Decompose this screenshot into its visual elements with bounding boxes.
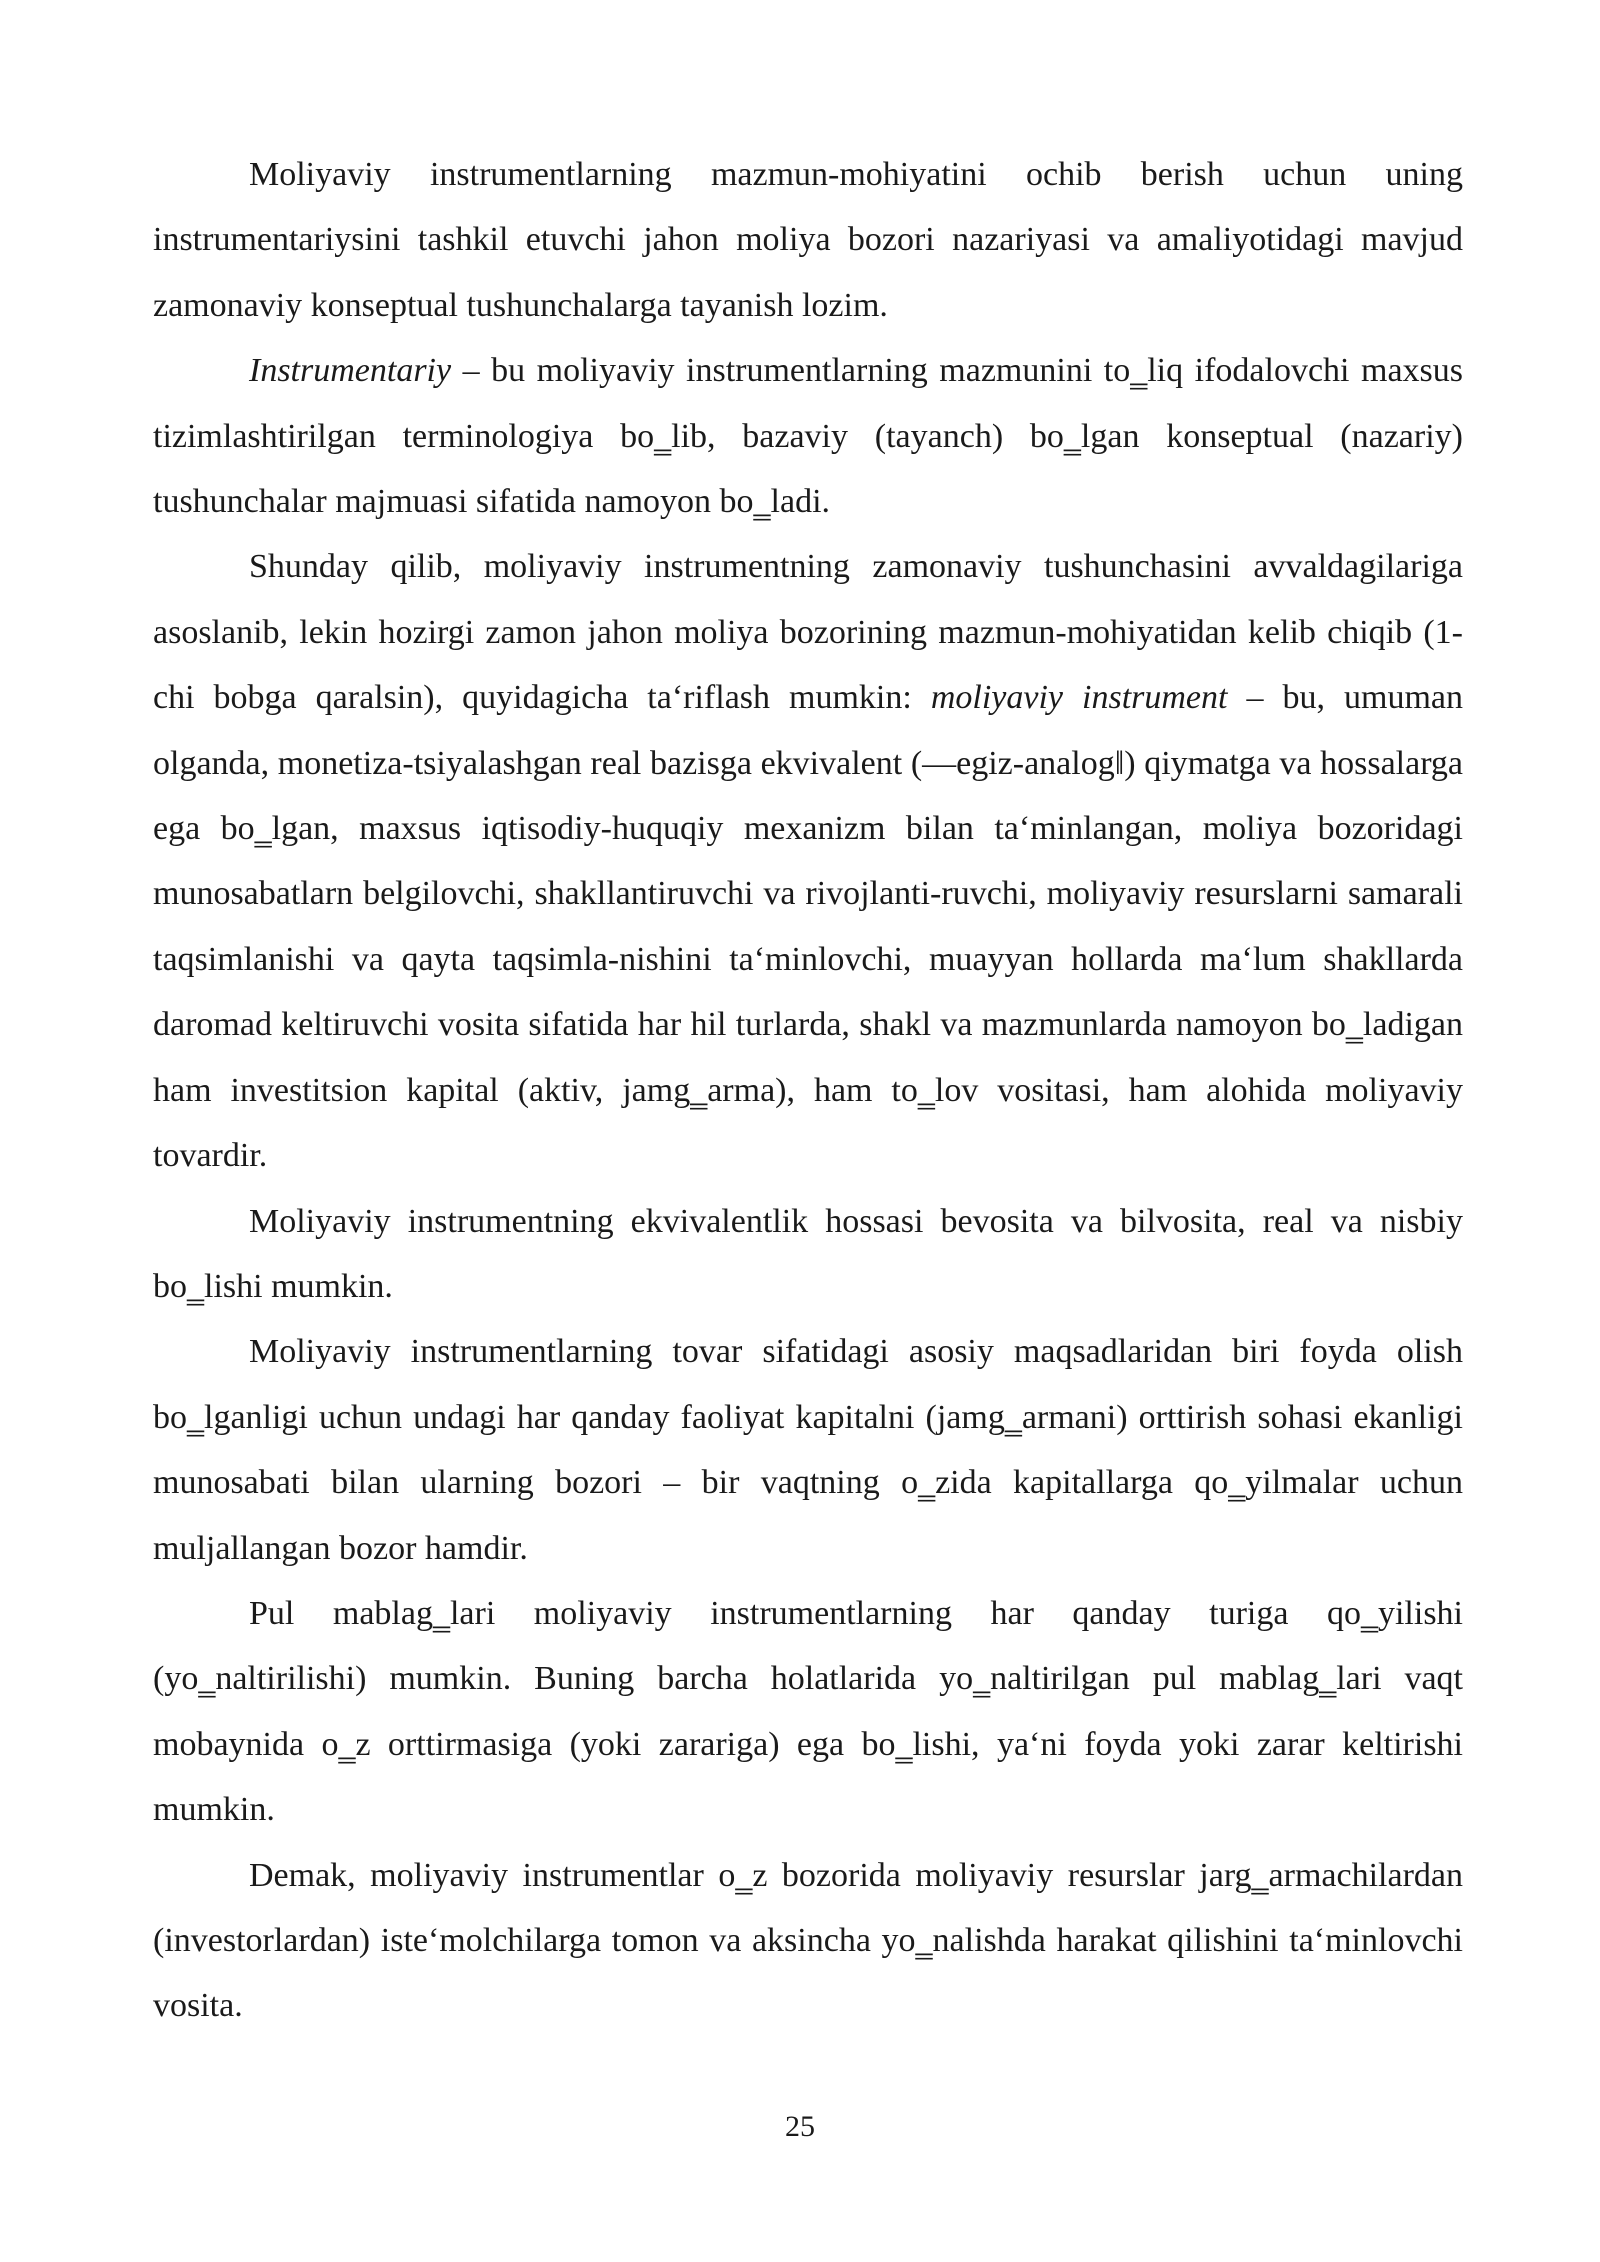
- paragraph-text: – bu moliyaviy instrumentlarning mazmunini to‗liq ifodalovchi maxsus tizimlashtirilgan terminologiya bo‗lib, bazaviy (tayanch) bo‗lgan konseptual (nazariy) tushunchalar majmuasi sifatida namoyon bo‗ladi.: [153, 352, 1463, 521]
- paragraph-text: Moliyaviy instrumentlarning tovar sifatidagi asosiy maqsadlaridan biri foyda olish bo‗lganligi uchun undagi har qanday faoliyat kapitalni (jamg‗armani) orttirish sohasi ekanligi munosabati bilan ularning bozori – bir vaqtning o‗zida kapitallarga qo‗yilmalar uchun muljallangan bozor hamdir.: [153, 1333, 1463, 1567]
- paragraph: [153, 1319, 1463, 1581]
- definition-term: Instrumentariy: [249, 352, 452, 390]
- paragraph-text: Moliyaviy instrumentning ekvivalentlik hossasi bevosita va bilvosita, real va nisbiy bo‗lishi mumkin.: [153, 1202, 1463, 1305]
- paragraph: [153, 142, 1463, 338]
- paragraph-text: Pul mablag‗lari moliyaviy instrumentlarning har qanday turiga qo‗yilishi (yo‗naltirilishi) mumkin. Buning barcha holatlarida yo‗naltirilgan pul mablag‗lari vaqt mobaynida o‗z orttirmasiga (yoki zarariga) ega bo‗lishi, ya‘ni foyda yoki zarar keltirishi mumkin.: [153, 1594, 1463, 1829]
- paragraph: [153, 534, 1463, 1188]
- paragraph: [153, 1843, 1463, 2039]
- document-body: [153, 142, 1463, 2039]
- paragraph-text: – bu, umuman olganda, monetiza-tsiyalashgan real bazisga ekvivalent (―egiz-analog‖) qiymatga va hossalarga ega bo‗lgan, maxsus iqtisodiy-huquqiy mexanizm bilan ta‘minlangan, moliya bozoridagi munosabatlarn belgilovchi, shakllantiruvchi va rivojlanti-ruvchi, moliyaviy resurslarni samarali taqsimlanishi va qayta taqsimla-nishini ta‘minlovchi, muayyan hollarda ma‘lum shakllarda daromad keltiruvchi vosita sifatida har hil turlarda, shakl va mazmunlarda namoyon bo‗ladigan ham investitsion kapital (aktiv, jamg‗arma), ham to‗lov vositasi, ham alohida moliyaviy tovardir.: [153, 679, 1464, 1175]
- paragraph: [153, 1189, 1463, 1320]
- page-number: 25: [785, 2110, 815, 2143]
- definition-term: moliyaviy instrument: [930, 679, 1228, 717]
- paragraph: [153, 338, 1463, 534]
- paragraph-text: Demak, moliyaviy instrumentlar o‗z bozorida moliyaviy resurslar jarg‗armachilardan (investorlardan) iste‘molchilarga tomon va aksincha yo‗nalishda harakat qilishini ta‘minlovchi vosita.: [153, 1856, 1463, 2025]
- paragraph-text: Shunday qilib, moliyaviy instrumentning zamonaviy tushunchasini avvaldagilariga asoslanib, lekin hozirgi zamon jahon moliya bozorining mazmun-mohiyatidan kelib chiqib (1-chi bobga qaralsin), quyidagicha ta‘riflash mumkin:: [153, 548, 1463, 717]
- paragraph: [153, 1581, 1463, 1843]
- paragraph-text: Moliyaviy instrumentlarning mazmun-mohiyatini ochib berish uchun uning instrumentariysini tashkil etuvchi jahon moliya bozori nazariyasi va amaliyotidagi mavjud zamonaviy konseptual tushunchalarga tayanish lozim.: [153, 156, 1463, 324]
